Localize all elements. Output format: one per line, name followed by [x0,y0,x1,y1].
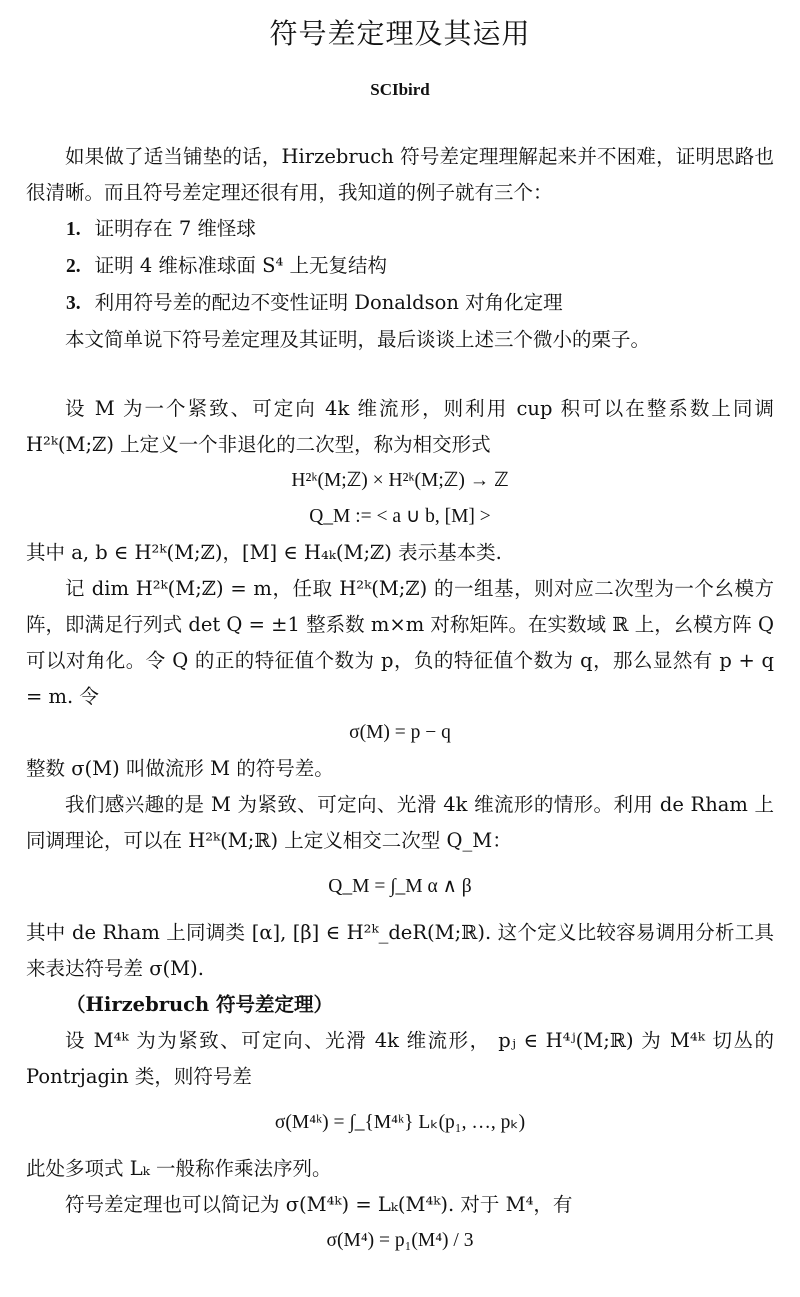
document-page [0,17,800,1297]
list-text: 利用符号差的配边不变性证明 Donaldson 对角化定理 [94,291,563,314]
author: SCIbird [370,80,430,99]
list-item [66,211,774,248]
short-form-paragraph: 符号差定理也可以简记为 σ(M⁴ᵏ) = Lₖ(M⁴ᵏ). 对于 M⁴，有 [65,1193,573,1216]
theorem-statement: 设 M⁴ᵏ 为为紧致、可定向、光滑 4k 维流形， pⱼ ∈ H⁴ʲ(M;ℝ) 为 M⁴ᵏ 切丛的 Pontrjagin 类，则符号差 [26,1029,774,1088]
theorem-title: （Hirzebruch 符号差定理） [66,993,334,1016]
equation-four-manifold: σ(M⁴) = p₁(M⁴) / 3 [326,1230,474,1251]
de-rham-paragraph: 我们感兴趣的是 M 为紧致、可定向、光滑 4k 维流形的情形。利用 de Rham 上同调理论，可以在 H²ᵏ(M;ℝ) 上定义相交二次型 Q_M： [26,793,774,852]
equation-cup-product: H²ᵏ(M;ℤ) × H²ᵏ(M;ℤ) → ℤ [291,470,509,491]
intro-paragraph: 如果做了适当铺垫的话，Hirzebruch 符号差定理理解起来并不困难，证明思路也很清晰。而且符号差定理还很有用，我知道的例子就有三个： [26,145,774,204]
definition-paragraph: 设 M 为一个紧致、可定向 4k 维流形，则利用 cup 积可以在整系数上同调 H²ᵏ(M;ℤ) 上定义一个非退化的二次型，称为相交形式 [26,397,774,456]
list-item [66,285,774,322]
equation-signature: σ(M) = p − q [349,722,451,743]
example-list [26,211,774,322]
multiplicative-sequence-note: 此处多项式 Lₖ 一般称作乘法序列。 [26,1157,332,1180]
intro-summary: 本文简单说下符号差定理及其证明，最后谈谈上述三个微小的栗子。 [65,328,651,351]
signature-definition: 整数 σ(M) 叫做流形 M 的符号差。 [26,757,334,780]
equation-de-rham-form: Q_M = ∫_M α ∧ β [328,876,472,897]
unimodular-paragraph: 记 dim H²ᵏ(M;ℤ) = m，任取 H²ᵏ(M;ℤ) 的一组基，则对应二次型为一个幺模方阵，即满足行列式 det Q = ±1 整系数 m×m 对称矩阵。在实数域 ℝ 上，幺模方阵 Q 可以对角化。令 Q 的正的特征值个数为 p，负的特征值个数为 q，那么显然有 p + q = m. 令 [26,577,774,708]
list-text: 证明 4 维标准球面 S⁴ 上无复结构 [94,254,388,277]
list-number: 2. [66,256,81,277]
page-title: 符号差定理及其运用 [269,17,531,50]
list-number: 3. [66,293,81,314]
equation-intersection-form: Q_M := < a ∪ b, [M] > [309,506,491,527]
de-rham-class-note: 其中 de Rham 上同调类 [α], [β] ∈ H²ᵏ_deR(M;ℝ). 这个定义比较容易调用分析工具来表达符号差 σ(M). [26,921,774,980]
list-item [66,248,774,285]
fundamental-class-note: 其中 a, b ∈ H²ᵏ(M;ℤ)，[M] ∈ H₄ₖ(M;ℤ) 表示基本类. [26,541,502,564]
equation-hirzebruch: σ(M⁴ᵏ) = ∫_{M⁴ᵏ} Lₖ(p₁, …, pₖ) [274,1112,526,1133]
list-number: 1. [66,219,81,240]
list-text: 证明存在 7 维怪球 [94,217,256,240]
